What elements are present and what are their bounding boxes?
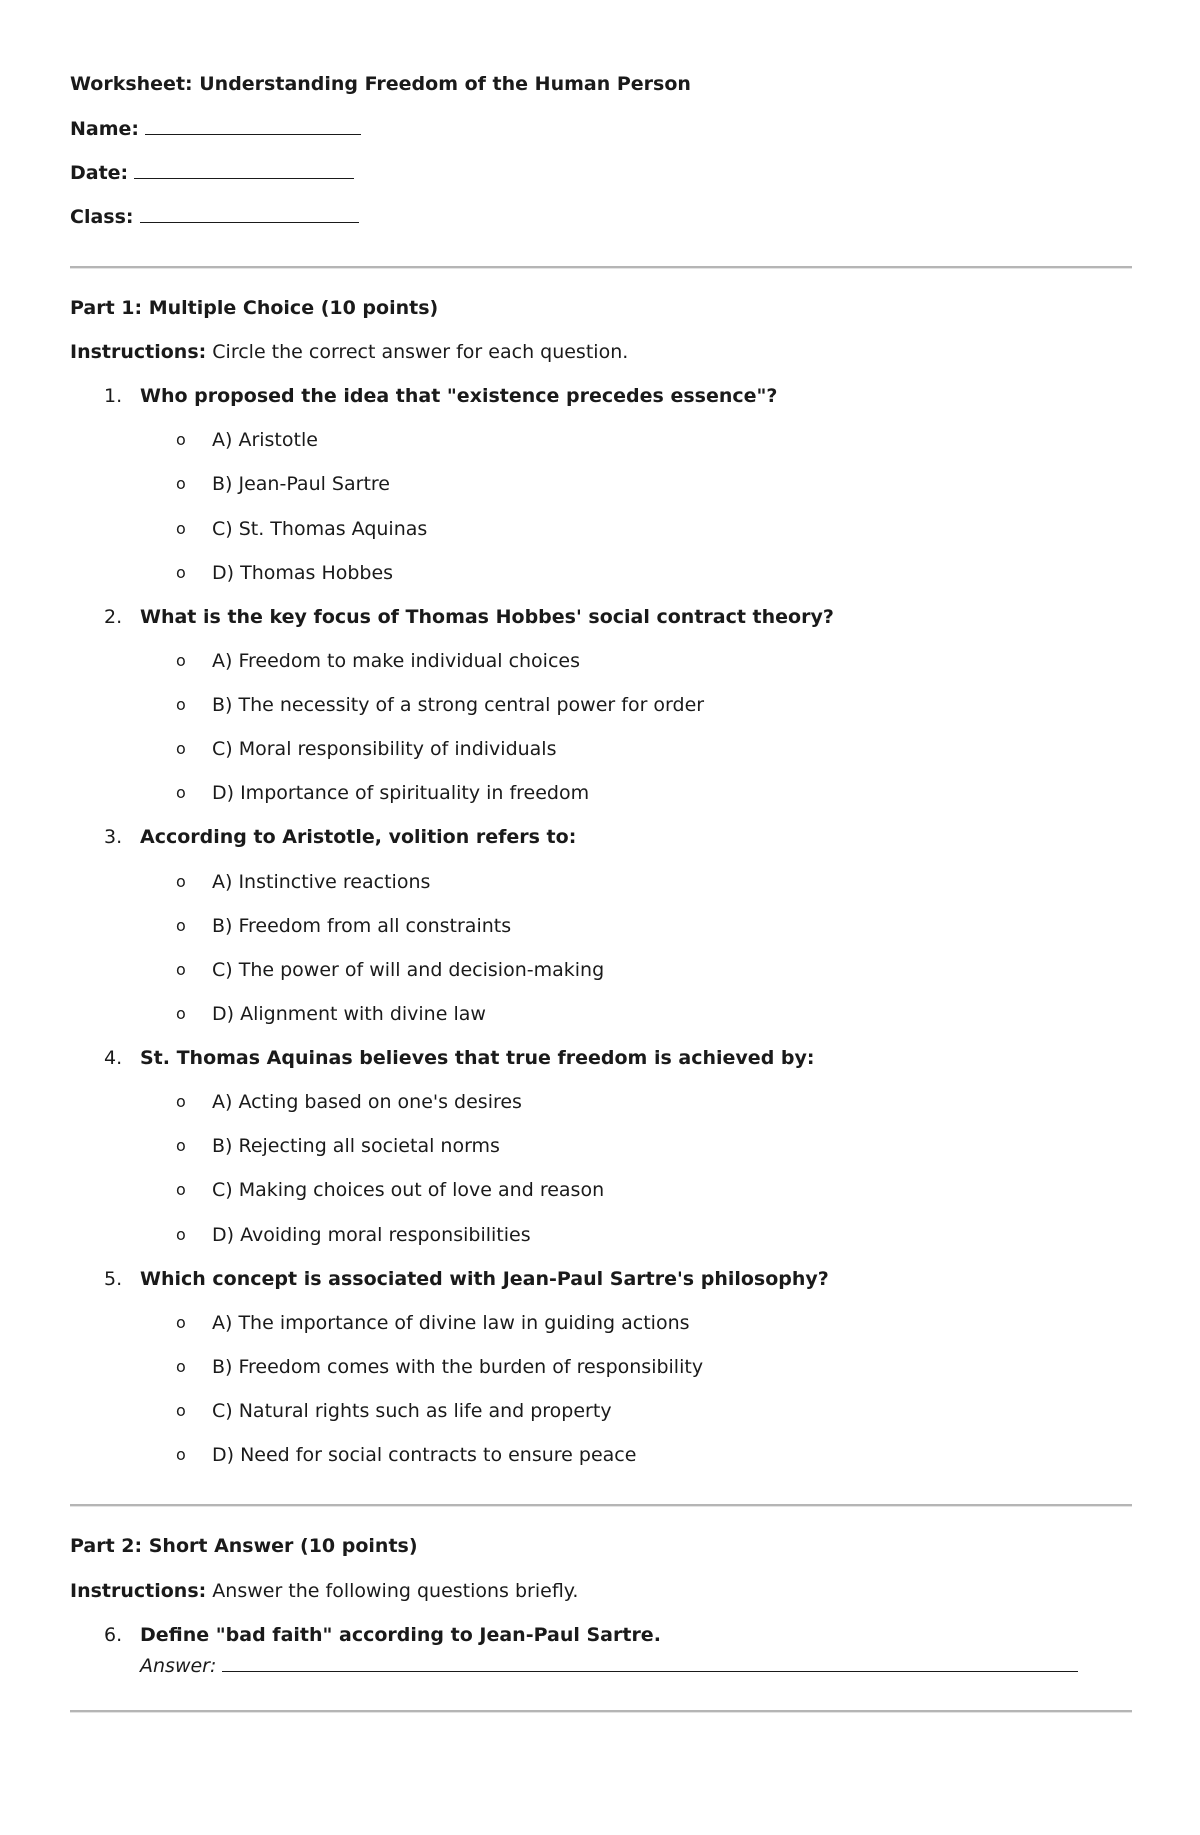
question-text: St. Thomas Aquinas believes that true freedom is achieved by: <box>140 1047 815 1069</box>
name-blank[interactable] <box>145 116 361 135</box>
part2-instructions-text: Answer the following questions briefly. <box>206 1580 579 1602</box>
option-bullet: o <box>176 1136 186 1155</box>
option-bullet: o <box>176 916 186 935</box>
answer-option[interactable]: D) Alignment with divine law <box>212 1003 486 1025</box>
answer-row <box>140 1653 1078 1678</box>
name-field <box>70 116 361 141</box>
option-bullet: o <box>176 960 186 979</box>
answer-option[interactable]: C) Making choices out of love and reason <box>212 1179 605 1201</box>
part2-heading: Part 2: Short Answer (10 points) <box>70 1535 418 1557</box>
answer-option[interactable]: A) Instinctive reactions <box>212 871 431 893</box>
part1-instructions <box>70 340 628 364</box>
date-blank[interactable] <box>134 160 354 179</box>
part2-instructions-label: Instructions: <box>70 1580 207 1602</box>
answer-option[interactable]: B) Rejecting all societal norms <box>212 1135 500 1157</box>
section-divider <box>70 1504 1132 1507</box>
section-divider <box>70 1710 1132 1713</box>
option-bullet: o <box>176 1445 186 1464</box>
question-text: Define "bad faith" according to Jean-Paul Sartre. <box>140 1624 661 1646</box>
question-number: 5. <box>104 1268 123 1290</box>
option-bullet: o <box>176 1180 186 1199</box>
answer-option[interactable]: B) Freedom comes with the burden of responsibility <box>212 1356 704 1378</box>
worksheet-title: Worksheet: Understanding Freedom of the Human Person <box>70 73 691 95</box>
option-bullet: o <box>176 519 186 538</box>
section-divider <box>70 266 1132 269</box>
question-text: What is the key focus of Thomas Hobbes' social contract theory? <box>140 606 834 628</box>
date-field <box>70 160 354 185</box>
answer-option[interactable]: C) Natural rights such as life and property <box>212 1400 612 1422</box>
option-bullet: o <box>176 430 186 449</box>
question-number: 3. <box>104 826 123 848</box>
answer-option[interactable]: B) Jean-Paul Sartre <box>212 473 390 495</box>
option-bullet: o <box>176 474 186 493</box>
question-text: According to Aristotle, volition refers to: <box>140 826 577 848</box>
answer-blank[interactable] <box>222 1653 1078 1672</box>
answer-option[interactable]: A) Freedom to make individual choices <box>212 650 580 672</box>
class-field <box>70 204 359 229</box>
answer-option[interactable]: A) Aristotle <box>212 429 318 451</box>
answer-option[interactable]: D) Avoiding moral responsibilities <box>212 1224 531 1246</box>
answer-option[interactable]: B) Freedom from all constraints <box>212 915 512 937</box>
option-bullet: o <box>176 872 186 891</box>
part1-instructions-text: Circle the correct answer for each question. <box>206 341 629 363</box>
class-label: Class: <box>70 206 134 228</box>
class-blank[interactable] <box>140 204 359 223</box>
answer-option[interactable]: D) Thomas Hobbes <box>212 562 394 584</box>
part2-instructions <box>70 1579 578 1603</box>
question-number: 1. <box>104 385 123 407</box>
option-bullet: o <box>176 739 186 758</box>
option-bullet: o <box>176 1092 186 1111</box>
answer-option[interactable]: D) Importance of spirituality in freedom <box>212 782 590 804</box>
answer-option[interactable]: D) Need for social contracts to ensure peace <box>212 1444 637 1466</box>
answer-option[interactable]: C) St. Thomas Aquinas <box>212 518 428 540</box>
answer-option[interactable]: A) The importance of divine law in guiding actions <box>212 1312 690 1334</box>
answer-label: Answer: <box>140 1655 217 1677</box>
answer-option[interactable]: C) The power of will and decision-making <box>212 959 605 981</box>
part1-instructions-label: Instructions: <box>70 341 207 363</box>
option-bullet: o <box>176 1401 186 1420</box>
option-bullet: o <box>176 695 186 714</box>
option-bullet: o <box>176 1225 186 1244</box>
option-bullet: o <box>176 1004 186 1023</box>
date-label: Date: <box>70 162 129 184</box>
option-bullet: o <box>176 651 186 670</box>
option-bullet: o <box>176 1313 186 1332</box>
question-text: Who proposed the idea that "existence precedes essence"? <box>140 385 778 407</box>
question-number: 2. <box>104 606 123 628</box>
answer-option[interactable]: A) Acting based on one's desires <box>212 1091 522 1113</box>
option-bullet: o <box>176 1357 186 1376</box>
option-bullet: o <box>176 783 186 802</box>
name-label: Name: <box>70 118 140 140</box>
question-text: Which concept is associated with Jean-Paul Sartre's philosophy? <box>140 1268 829 1290</box>
part1-heading: Part 1: Multiple Choice (10 points) <box>70 297 439 319</box>
option-bullet: o <box>176 563 186 582</box>
answer-option[interactable]: B) The necessity of a strong central power for order <box>212 694 705 716</box>
question-number: 4. <box>104 1047 123 1069</box>
question-number: 6. <box>104 1624 123 1646</box>
answer-option[interactable]: C) Moral responsibility of individuals <box>212 738 557 760</box>
